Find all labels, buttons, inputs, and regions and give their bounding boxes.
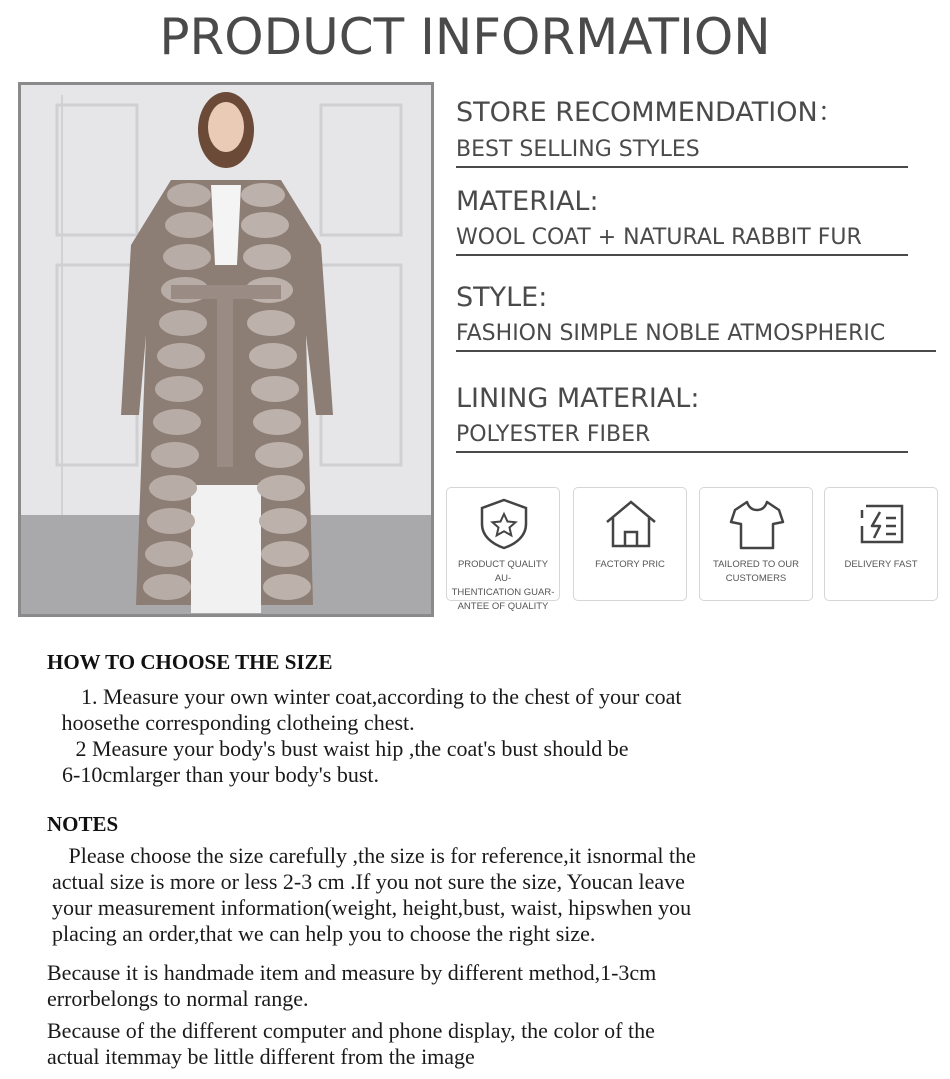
product-photo (18, 82, 434, 617)
tshirt-icon (727, 496, 787, 552)
badge-label: PRODUCT QUALITY AU- THENTICATION GUAR- ANTEE OF QUALITY (451, 559, 555, 612)
spec-store-recommendation (456, 90, 908, 168)
badge-label: DELIVERY FAST (844, 559, 918, 570)
badge-delivery (824, 487, 938, 601)
fast-delivery-icon (852, 496, 912, 552)
spec-value: POLYESTER FIBER (456, 422, 908, 453)
page-title: PRODUCT INFORMATION (159, 8, 771, 66)
badge-tailored (699, 487, 813, 601)
size-guide-heading: HOW TO CHOOSE THE SIZE (47, 650, 333, 674)
model-coat-illustration (21, 85, 431, 614)
notes-handmade: Because it is handmade item and measure by different method,1-3cm errorbelongs to normal range. (47, 960, 657, 1011)
spec-value: FASHION SIMPLE NOBLE ATMOSPHERIC (456, 321, 936, 352)
spec-style (456, 282, 936, 352)
shield-star-icon (474, 496, 534, 552)
spec-value: BEST SELLING STYLES (456, 137, 908, 168)
spec-label: STYLE: (456, 282, 548, 313)
badge-quality (446, 487, 560, 612)
spec-label: MATERIAL: (456, 186, 599, 217)
badge-factory-price (573, 487, 687, 601)
house-icon (601, 496, 661, 552)
size-guide-text: 1. Measure your own winter coat,according to the chest of your coat hoosethe corresponding clotheing chest. 2 Measure your body's bust waist hip ,the coat's bust should be 6-10cmlarger than your body's bust. (48, 684, 682, 787)
notes-color-display: Because of the different computer and phone display, the color of the actual itemmay be little different from the image (47, 1018, 655, 1069)
spec-label: LINING MATERIAL: (456, 383, 700, 414)
badge-label: TAILORED TO OUR CUSTOMERS (712, 559, 800, 584)
notes-heading: NOTES (47, 812, 119, 836)
spec-lining-material (456, 383, 908, 453)
notes-text: Please choose the size carefully ,the size is for reference,it isnormal the actual size is more or less 2-3 cm .If you not sure the size, Youcan leave your measurement information(weight, height,bust, waist, hipswhen you placing an order,that we can help you to choose the right size. (52, 843, 696, 946)
badge-label: FACTORY PRIC (595, 559, 665, 570)
spec-value: WOOL COAT + NATURAL RABBIT FUR (456, 225, 908, 256)
spec-label: STORE RECOMMENDATION： (456, 97, 845, 128)
spec-material (456, 186, 908, 256)
